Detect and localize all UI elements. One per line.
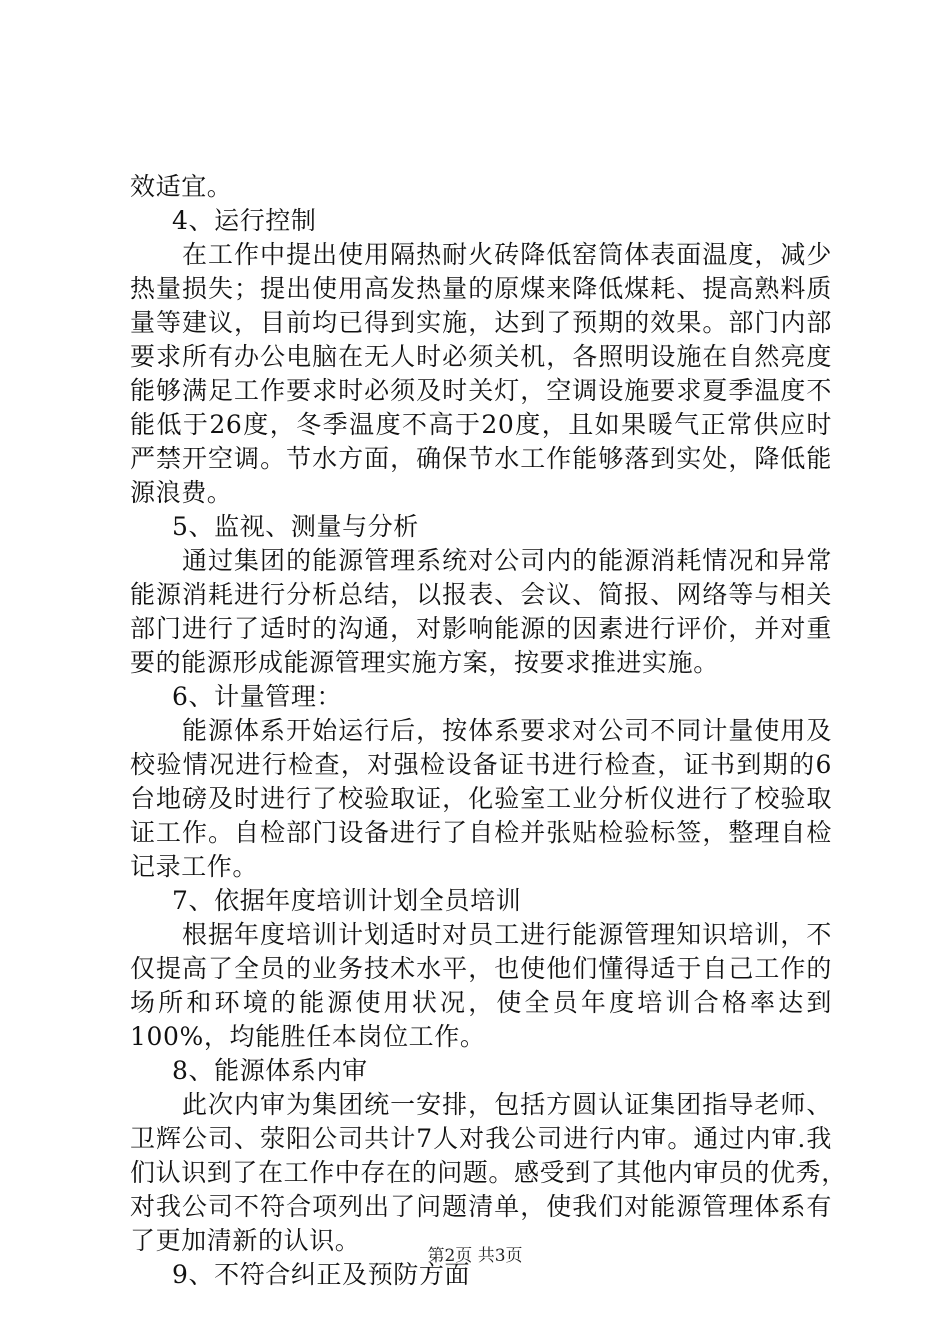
paragraph-line: 台地磅及时进行了校验取证，化验室工业分析仪进行了校验取 xyxy=(130,784,832,813)
section-heading: 8、能源体系内审 xyxy=(172,1056,368,1085)
paragraph-line: 能源体系开始运行后，按体系要求对公司不同计量使用及 xyxy=(182,716,832,745)
paragraph-line: 此次内审为集团统一安排，包括方圆认证集团指导老师、 xyxy=(182,1090,832,1119)
section-heading: 5、监视、测量与分析 xyxy=(172,512,419,541)
paragraph-line: 源浪费。 xyxy=(130,478,233,507)
paragraph-line: 效适宜。 xyxy=(130,172,233,201)
paragraph-line: 根据年度培训计划适时对员工进行能源管理知识培训，不 xyxy=(182,920,832,949)
paragraph-line: 部门进行了适时的沟通，对影响能源的因素进行评价，并对重 xyxy=(130,614,832,643)
paragraph-line: 能低于26度，冬季温度不高于20度，且如果暖气正常供应时 xyxy=(130,410,832,439)
section-heading: 7、依据年度培训计划全员培训 xyxy=(172,886,522,915)
paragraph-line: 了更加清新的认识。 xyxy=(130,1226,361,1255)
paragraph-line: 要的能源形成能源管理实施方案，按要求推进实施。 xyxy=(130,648,719,677)
paragraph-line: 仅提高了全员的业务技术水平，也使他们懂得适于自己工作的 xyxy=(130,954,832,983)
paragraph-line: 们认识到了在工作中存在的问题。感受到了其他内审员的优秀， xyxy=(130,1158,847,1187)
document-body xyxy=(130,170,847,1292)
paragraph-line: 卫辉公司、荥阳公司共计7人对我公司进行内审。通过内审.我 xyxy=(130,1124,832,1153)
paragraph-line: 严禁开空调。节水方面，确保节水工作能够落到实处，降低能 xyxy=(130,444,832,473)
paragraph-line: 通过集团的能源管理系统对公司内的能源消耗情况和异常 xyxy=(182,546,832,575)
section-heading: 9、不符合纠正及预防方面 xyxy=(172,1260,471,1289)
paragraph-line: 量等建议，目前均已得到实施，达到了预期的效果。部门内部 xyxy=(130,308,832,337)
paragraph-line: 热量损失；提出使用高发热量的原煤来降低煤耗、提高熟料质 xyxy=(130,274,832,303)
paragraph-line: 在工作中提出使用隔热耐火砖降低窑筒体表面温度，减少 xyxy=(182,240,832,269)
paragraph-line: 能够满足工作要求时必须及时关灯，空调设施要求夏季温度不 xyxy=(130,376,832,405)
paragraph-line: 能源消耗进行分析总结，以报表、会议、简报、网络等与相关 xyxy=(130,580,832,609)
paragraph-line: 场所和环境的能源使用状况，使全员年度培训合格率达到 xyxy=(130,988,832,1017)
section-heading: 6、计量管理： xyxy=(172,682,343,711)
paragraph-line: 对我公司不符合项列出了问题清单，使我们对能源管理体系有 xyxy=(130,1192,832,1221)
paragraph-line: 记录工作。 xyxy=(130,852,259,881)
page-footer: 第2页 共3页 xyxy=(427,1246,523,1266)
paragraph-line: 校验情况进行检查，对强检设备证书进行检查，证书到期的6 xyxy=(130,750,832,779)
paragraph-line: 要求所有办公电脑在无人时必须关机，各照明设施在自然亮度 xyxy=(130,342,832,371)
paragraph-line: 证工作。自检部门设备进行了自检并张贴检验标签，整理自检 xyxy=(130,818,832,847)
paragraph-line: 100%，均能胜任本岗位工作。 xyxy=(130,1022,486,1051)
section-heading: 4、运行控制 xyxy=(172,206,317,235)
